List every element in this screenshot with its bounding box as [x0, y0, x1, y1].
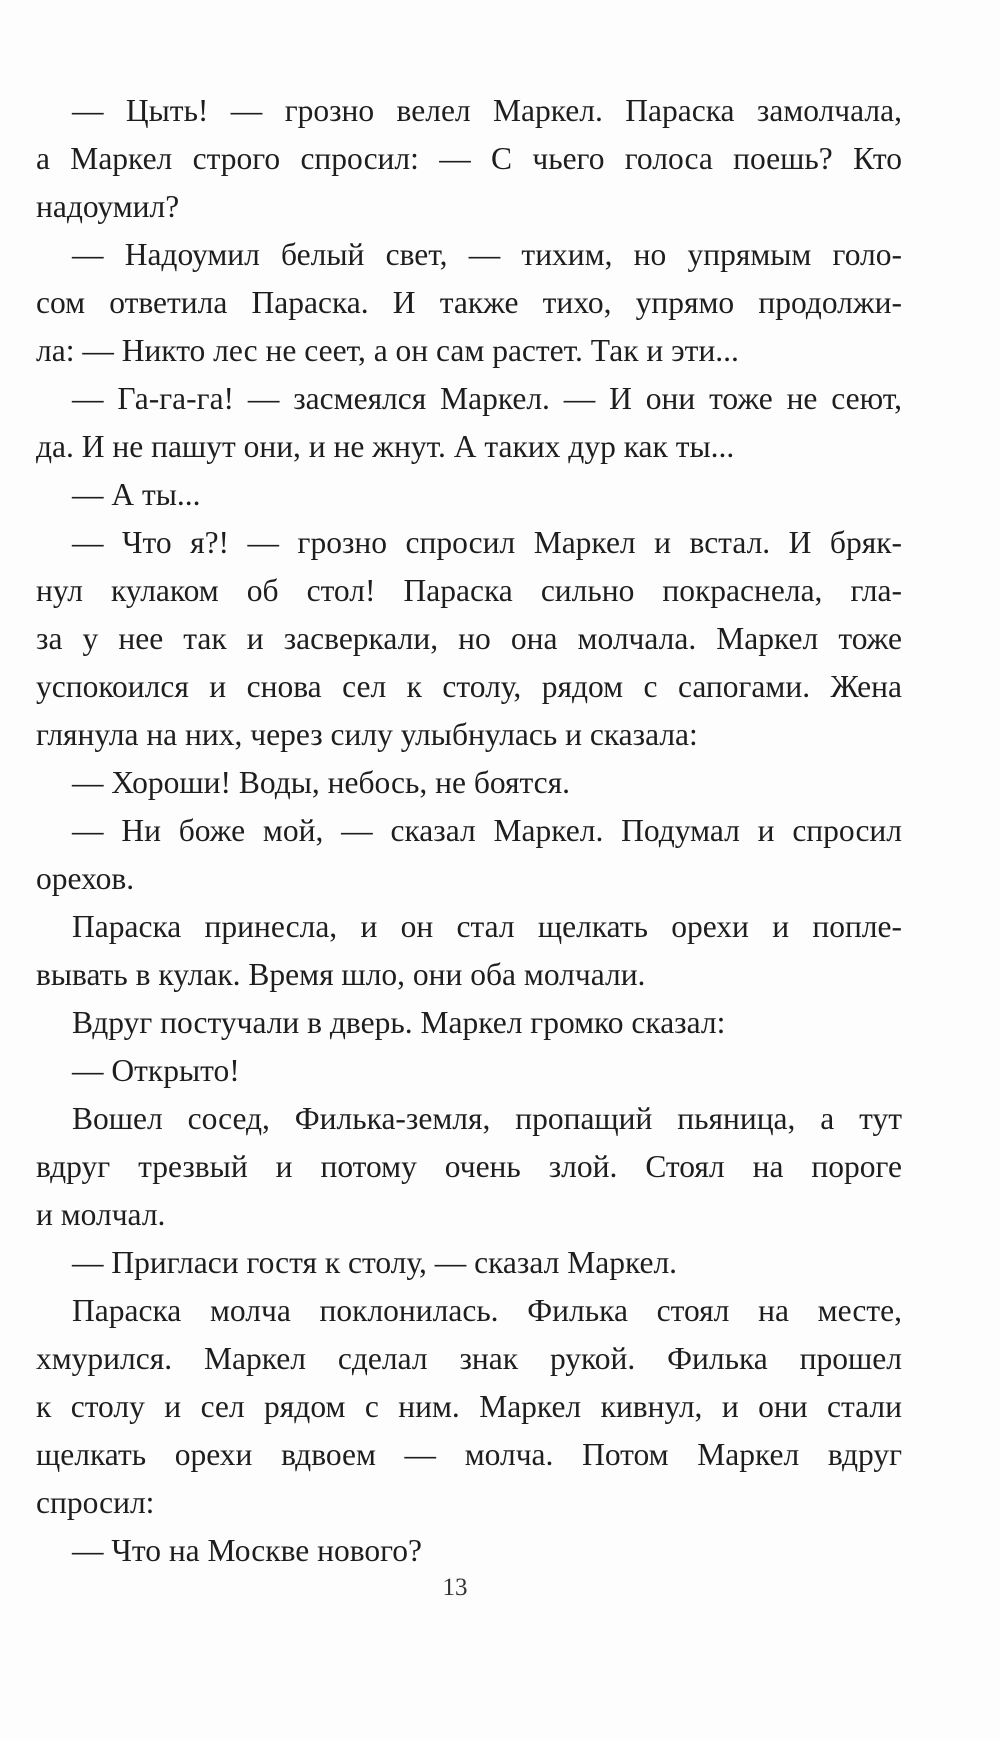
text-line: щелкать орехи вдвоем — молча. Потом Маркел вдруг [36, 1437, 902, 1472]
text-line: — Хороши! Воды, небось, не боятся. [72, 765, 571, 800]
text-line: — Что я?! — грозно спросил Маркел и встал. И бряк- [72, 525, 902, 560]
text-line: — Ни боже мой, — сказал Маркел. Подумал и спросил [72, 813, 902, 848]
text-line: Вдруг постучали в дверь. Маркел громко сказал: [72, 1005, 726, 1040]
text-line: — Га-га-га! — засмеялся Маркел. — И они тоже не сеют, [72, 381, 902, 416]
page-number: 13 [442, 1574, 468, 1601]
text-line: — Пригласи гостя к столу, — сказал Маркел. [72, 1245, 678, 1280]
text-line: сом ответила Параска. И также тихо, упрямо продолжи- [36, 285, 902, 320]
text-line: — А ты... [72, 477, 201, 512]
text-line: и молчал. [36, 1197, 166, 1232]
text-line: — Открыто! [72, 1053, 240, 1088]
text-line: глянула на них, через силу улыбнулась и сказала: [36, 717, 698, 752]
text-line: Вошел сосед, Филька-земля, пропащий пьяница, а тут [72, 1101, 902, 1136]
body-text [36, 87, 902, 1575]
text-line: хмурился. Маркел сделал знак рукой. Филька прошел [36, 1341, 902, 1376]
text-line: а Маркел строго спросил: — С чьего голоса поешь? Кто [36, 141, 902, 176]
text-line: надоумил? [36, 189, 180, 224]
text-line: да. И не пашут они, и не жнут. А таких дур как ты... [36, 429, 735, 464]
text-line: спросил: [36, 1485, 155, 1520]
text-line: Параска принесла, и он стал щелкать орехи и попле- [72, 909, 902, 944]
text-line: Параска молча поклонилась. Филька стоял на месте, [72, 1293, 902, 1328]
text-line: успокоился и снова сел к столу, рядом с сапогами. Жена [36, 669, 902, 704]
text-line: за у нее так и засверкали, но она молчала. Маркел тоже [36, 621, 902, 656]
text-line: ла: — Никто лес не сеет, а он сам растет. Так и эти... [36, 333, 739, 368]
text-line: вывать в кулак. Время шло, они оба молчали. [36, 957, 646, 992]
text-line: вдруг трезвый и потому очень злой. Стоял на пороге [36, 1149, 902, 1184]
text-line: — Надоумил белый свет, — тихим, но упрямым голо- [72, 237, 902, 272]
text-line: — Цыть! — грозно велел Маркел. Параска замолчала, [72, 93, 902, 128]
text-line: нул кулаком об стол! Параска сильно покраснела, гла- [36, 573, 902, 608]
text-line: орехов. [36, 861, 135, 896]
text-line: к столу и сел рядом с ним. Маркел кивнул, и они стали [36, 1389, 902, 1424]
text-line: — Что на Москве нового? [72, 1533, 423, 1568]
